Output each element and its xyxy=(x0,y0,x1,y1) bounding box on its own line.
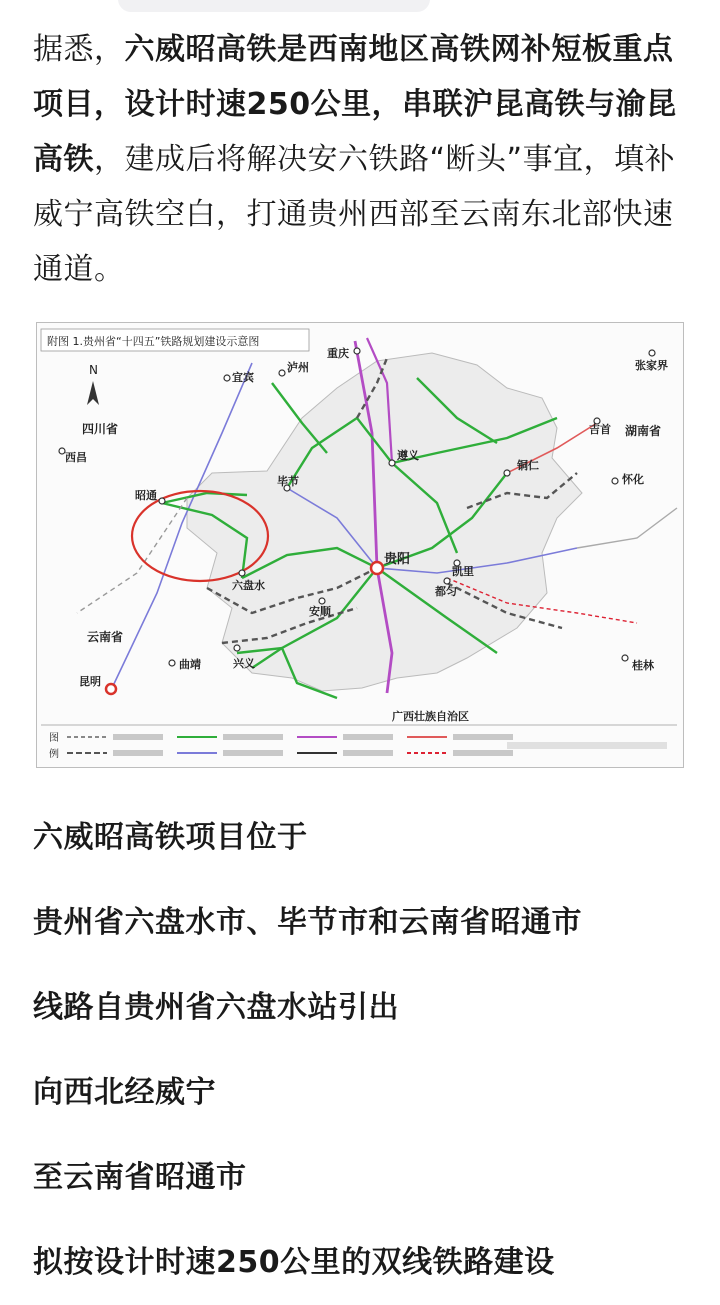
label-qujing: 曲靖 xyxy=(179,658,201,671)
label-duyun: 都匀 xyxy=(435,585,457,598)
label-zunyi: 遵义 xyxy=(397,449,419,462)
body-line-1: 六威昭高铁项目位于 xyxy=(33,820,308,855)
top-search-pill xyxy=(118,0,430,12)
label-zhangjiajie: 张家界 xyxy=(635,359,668,372)
label-sichuan: 四川省 xyxy=(82,422,119,436)
label-chongqing: 重庆 xyxy=(327,347,349,360)
label-liupanshui: 六盘水 xyxy=(232,579,265,592)
label-kunming: 昆明 xyxy=(79,675,101,688)
railway-plan-map[interactable] xyxy=(36,322,684,768)
intro-part-1: 据悉， xyxy=(33,32,125,67)
label-huaihua: 怀化 xyxy=(622,473,644,486)
body-line-6: 拟按设计时速250公里的双线铁路建设 xyxy=(33,1245,555,1280)
label-kaili: 凯里 xyxy=(452,565,474,578)
map-canvas xyxy=(37,323,683,767)
label-luzhou: 泸州 xyxy=(287,361,309,374)
guiyang-marker xyxy=(371,562,383,574)
map-title: 附图 1.贵州省“十四五”铁路规划建设示意图 xyxy=(47,335,260,348)
intro-part-3: ，建成后将解决安六铁路“断头”事宜，填补威宁高铁空白，打通贵州西部至云南东北部快速通道。 xyxy=(33,142,676,287)
label-jishou: 吉首 xyxy=(589,423,611,436)
label-bijie: 毕节 xyxy=(277,475,299,488)
body-line-3: 线路自贵州省六盘水站引出 xyxy=(33,990,399,1025)
label-guiyang: 贵阳 xyxy=(384,552,411,567)
kunming-marker xyxy=(106,684,116,694)
body-line-2: 贵州省六盘水市、毕节市和云南省昭通市 xyxy=(33,905,582,940)
label-tongren: 铜仁 xyxy=(517,459,539,472)
intro-paragraph xyxy=(33,22,683,297)
body-line-4: 向西北经威宁 xyxy=(33,1075,216,1110)
label-yunnan: 云南省 xyxy=(87,630,124,644)
label-zhaotong: 昭通 xyxy=(135,489,157,502)
legend-label-bottom: 例 xyxy=(49,749,59,760)
label-yibin: 宜宾 xyxy=(232,371,254,384)
compass-n: N xyxy=(89,363,98,377)
label-xichang: 西昌 xyxy=(65,451,87,464)
label-guangxi: 广西壮族自治区 xyxy=(392,710,469,723)
label-hunan: 湖南省 xyxy=(625,424,662,438)
intro-bold-part: 六威昭高铁是西南地区高铁网补短板重点项目，设计时速250公里，串联沪昆高铁与渝昆高铁 xyxy=(33,32,677,177)
label-anshun: 安顺 xyxy=(309,605,331,618)
legend-label-top: 图 xyxy=(49,733,59,744)
label-guilin: 桂林 xyxy=(632,659,654,672)
label-xingyi: 兴义 xyxy=(233,657,255,670)
body-line-5: 至云南省昭通市 xyxy=(33,1160,247,1195)
compass-arrow-icon xyxy=(87,381,99,405)
